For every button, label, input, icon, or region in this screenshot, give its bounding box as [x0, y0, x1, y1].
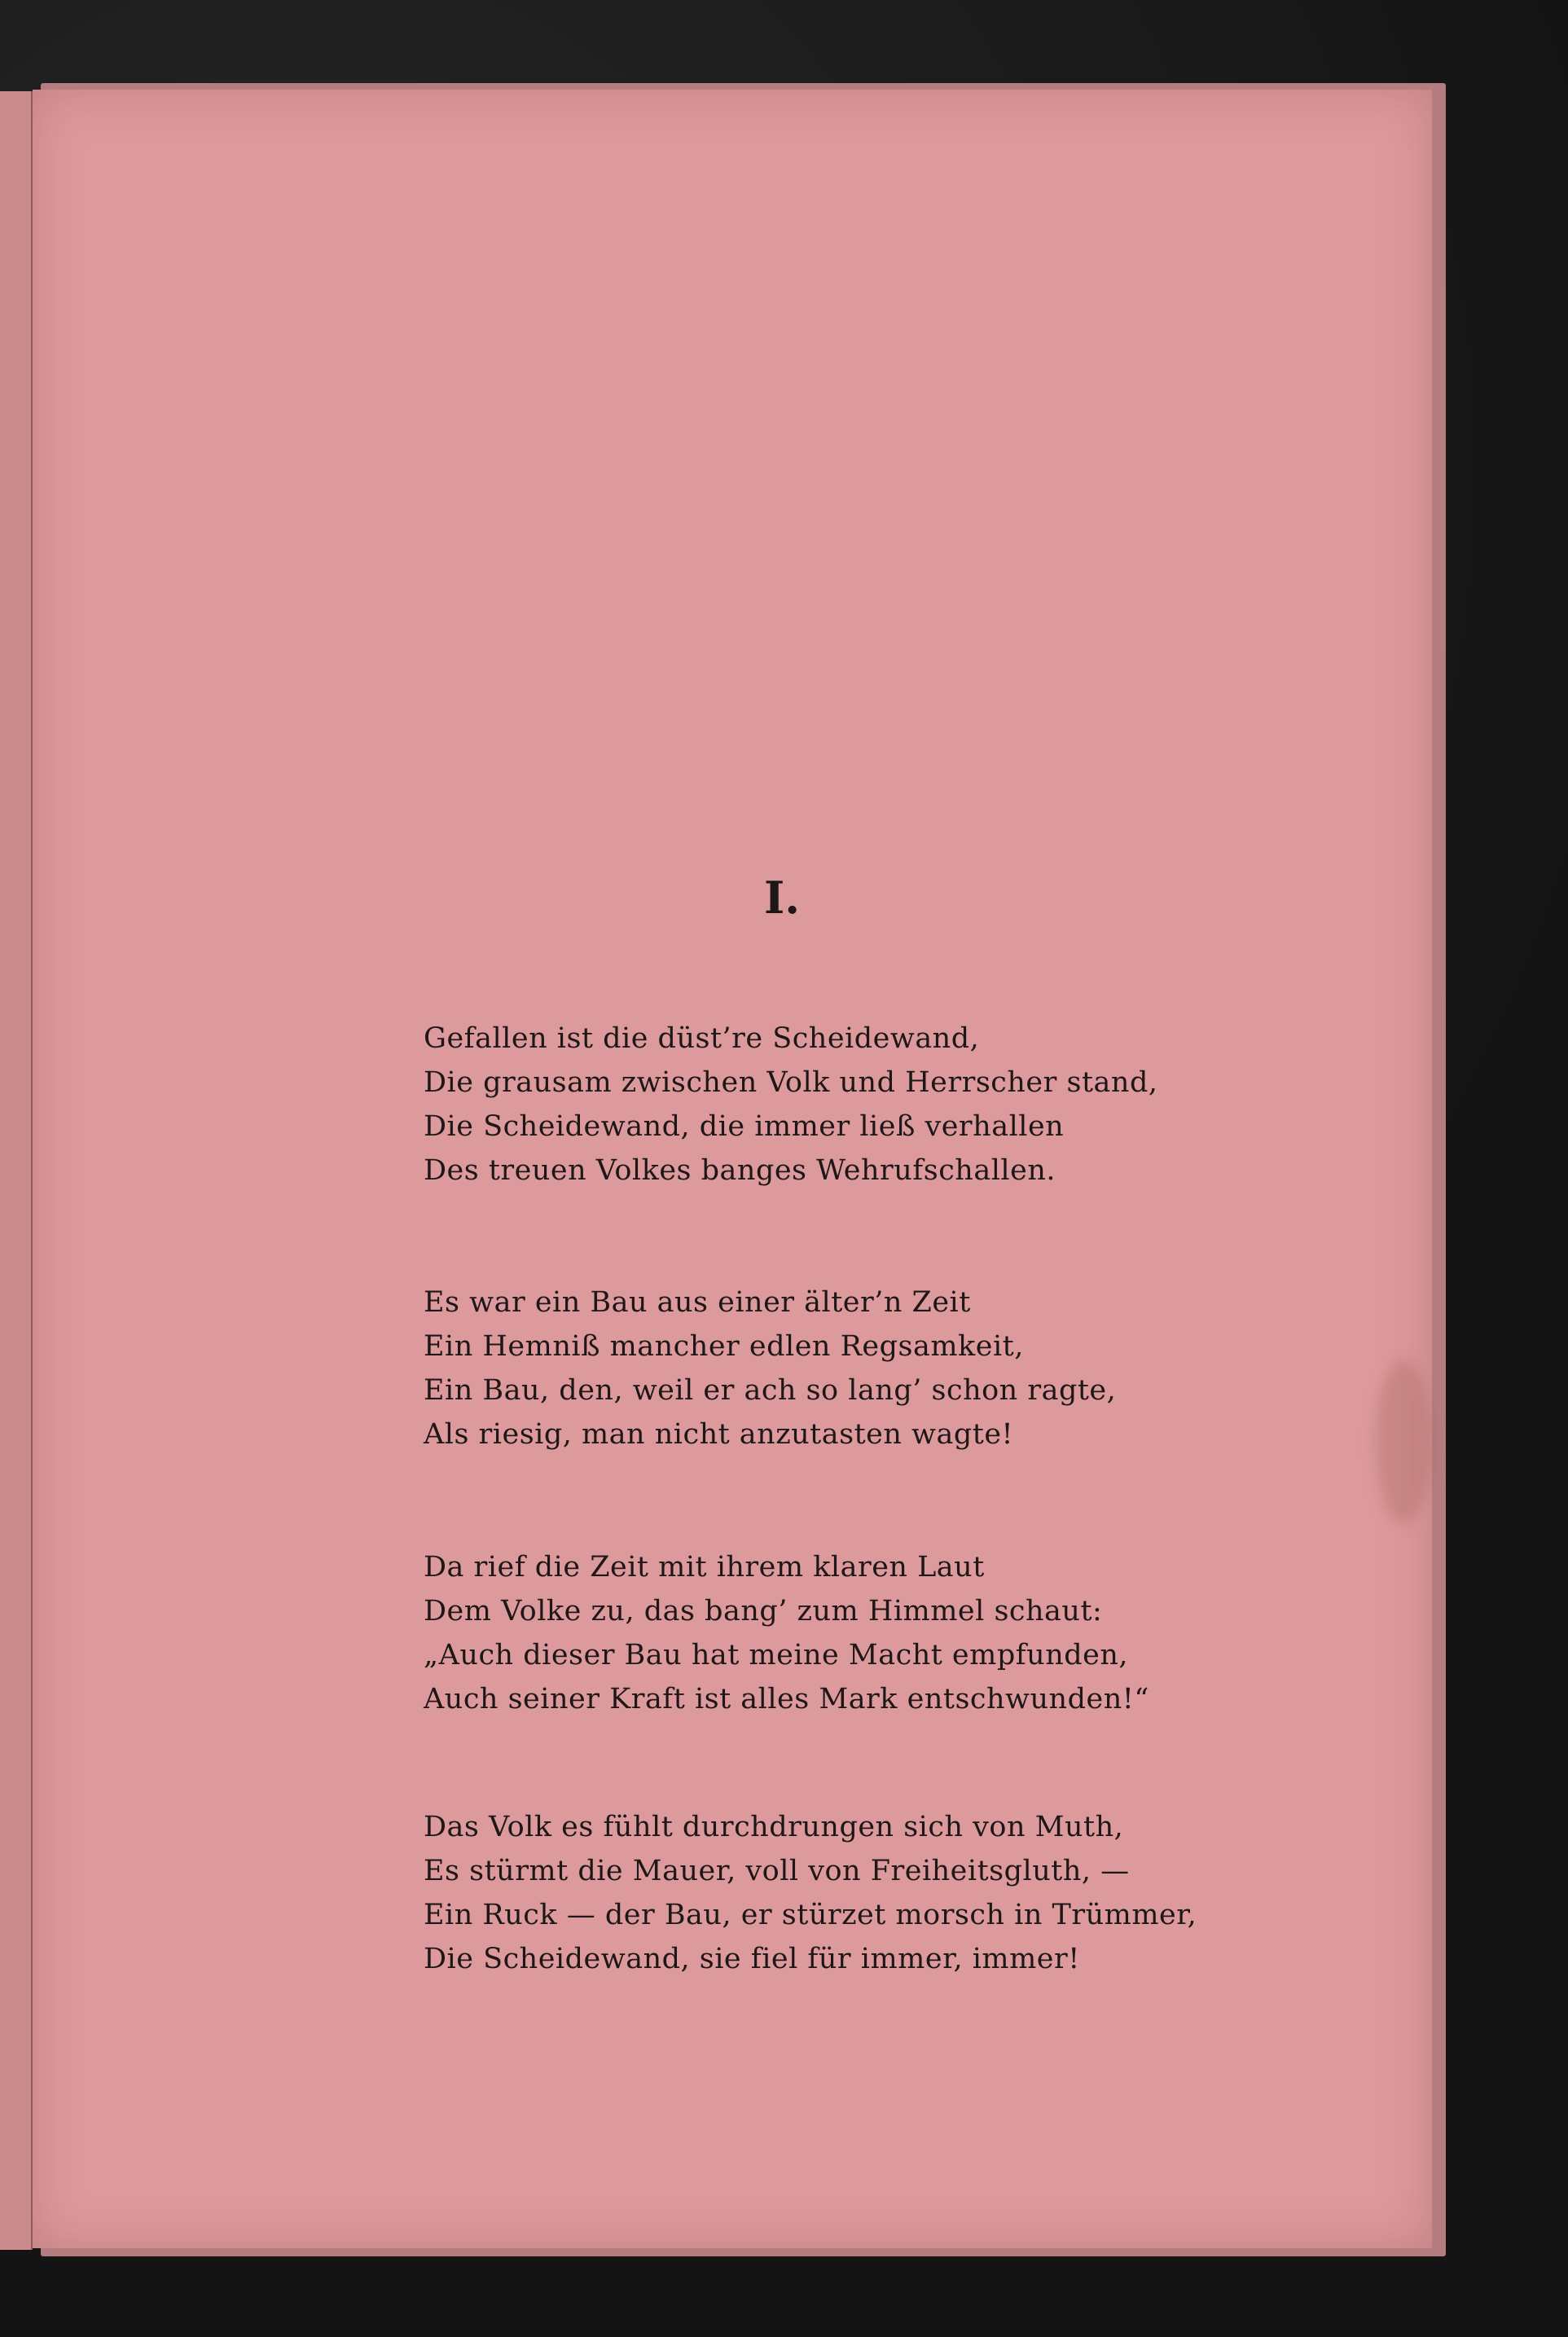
poem-line: Das Volk es fühlt durchdrungen sich von Muth, [424, 1811, 1124, 1843]
poem-line: Die Scheidewand, sie fiel für immer, immer! [424, 1943, 1080, 1975]
poem-heading: I. [763, 872, 801, 924]
poem-line: Die Scheidewand, die immer ließ verhallen [424, 1110, 1065, 1143]
facing-page-edge [0, 91, 33, 2250]
poem-line: Die grausam zwischen Volk und Herrscher stand, [424, 1066, 1158, 1099]
stanza-2 [424, 1281, 1238, 1456]
poem-line: Ein Bau, den, weil er ach so lang’ schon ragte, [424, 1374, 1117, 1407]
poem-line: Als riesig, man nicht anzutasten wagte! [424, 1418, 1014, 1451]
poem-line: Dem Volke zu, das bang’ zum Himmel schaut: [424, 1595, 1103, 1628]
poem-line: Gefallen ist die düst’re Scheidewand, [424, 1022, 980, 1055]
poem-line: Des treuen Volkes banges Wehrufschallen. [424, 1154, 1056, 1187]
poem-line: „Auch dieser Bau hat meine Macht empfunden, [424, 1639, 1129, 1671]
poem-line: Ein Ruck — der Bau, er stürzet morsch in Trümmer, [424, 1899, 1197, 1931]
poem-line: Da rief die Zeit mit ihrem klaren Laut [424, 1551, 985, 1584]
paper-stain [1375, 1360, 1432, 1523]
poem-line: Es war ein Bau aus einer älter’n Zeit [424, 1286, 971, 1319]
stanza-3 [424, 1545, 1238, 1721]
poem-line: Es stürmt die Mauer, voll von Freiheitsgluth, — [424, 1855, 1130, 1887]
stanza-1 [424, 1017, 1238, 1193]
stanza-4 [424, 1805, 1238, 1981]
poem-line: Ein Hemniß mancher edlen Regsamkeit, [424, 1330, 1024, 1363]
poem-line: Auch seiner Kraft ist alles Mark entschwunden!“ [424, 1683, 1149, 1715]
